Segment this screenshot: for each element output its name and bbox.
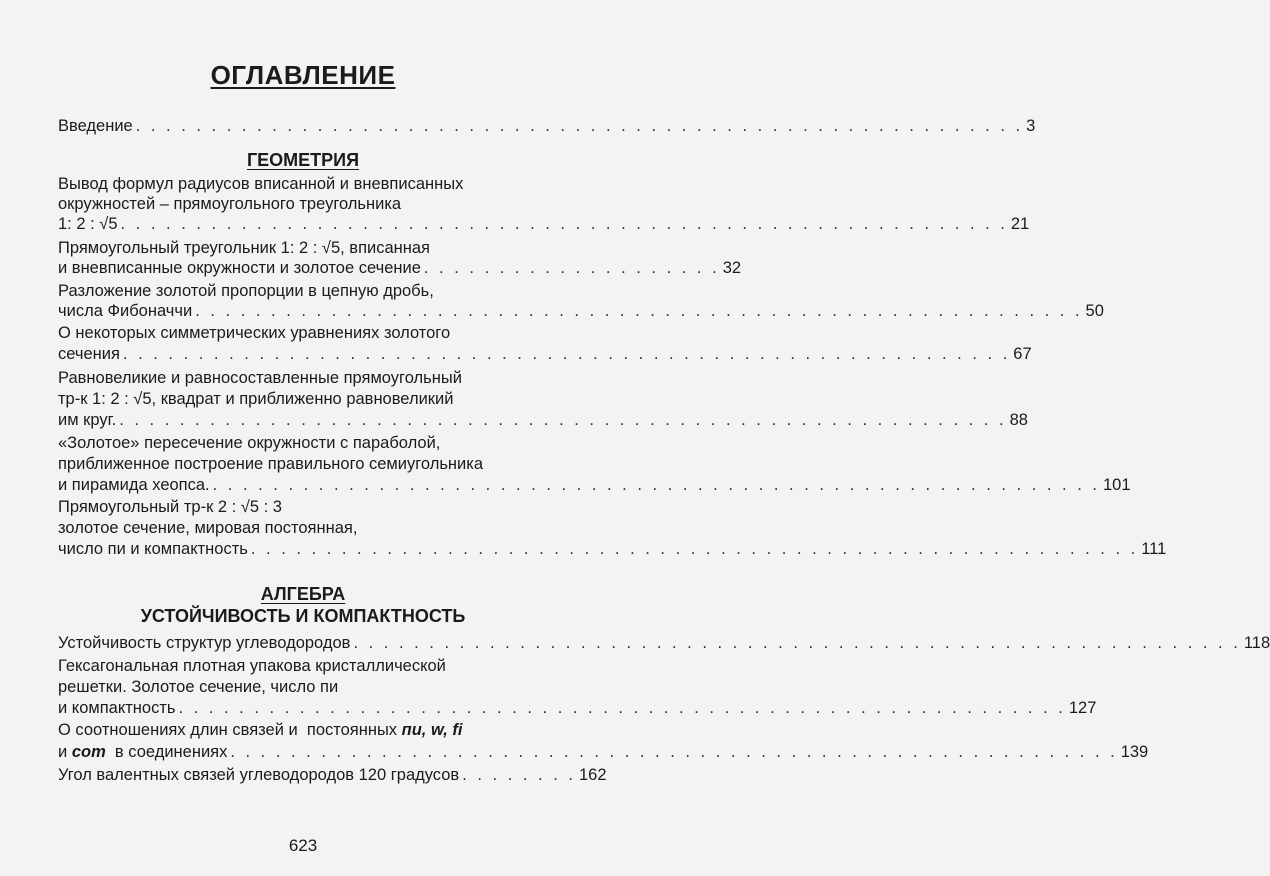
toc-entry-line: О соотношениях длин связей и постоянных пи, w, fi — [58, 721, 463, 739]
toc-page-number: 32 — [722, 259, 742, 277]
toc-page-number: 101 — [1102, 476, 1131, 494]
toc-entry-line: Угол валентных связей углеводородов 120 градусов . . . . . . . . 162 — [58, 766, 607, 784]
toc-page-number: 50 — [1085, 302, 1104, 320]
toc-entry-line: и вневписанные окружности и золотое сечение . . . . . . . . . . . . . . . . . . . . 32 — [58, 259, 742, 277]
toc-page-number: 118 — [1243, 634, 1270, 652]
toc-entry-line: Устойчивость структур углеводородов . . . . . . . . . . . . . . . . . . . . . . . . . . . . . . . . . . . . . . . . . . . . . . . . . . . . . . . . . . . 118 — [58, 634, 1270, 652]
toc-entry-line: и компактность . . . . . . . . . . . . . . . . . . . . . . . . . . . . . . . . . . . . . . . . . . . . . . . . . . . . . . . . . . . 127 — [58, 699, 1097, 717]
toc-entry-intro — [58, 116, 1036, 136]
toc-entry-line: Равновеликие и равносоставленные прямоугольный — [58, 369, 462, 387]
subsection-heading: УСТОЙЧИВОСТЬ И КОМПАКТНОСТЬ — [140, 606, 466, 626]
toc-entry-line: Прямоугольный тр-к 2 : √5 : 3 — [58, 498, 282, 516]
toc-page-number: 139 — [1120, 743, 1149, 761]
page-number: 623 — [288, 836, 318, 855]
leader-dots: . . . . . . . . . . . . . . . . . . . . . . . . . . . . . . . . . . . . . . . . . . . . . . . . . . . . . . . . . . . — [119, 411, 1007, 429]
toc-page-number: 162 — [578, 766, 607, 784]
toc-entry-line: О некоторых симметрических уравнениях золотого — [58, 324, 451, 342]
toc-page-number: 67 — [1013, 345, 1032, 363]
leader-dots: . . . . . . . . . . . . . . . . . . . . . . . . . . . . . . . . . . . . . . . . . . . . . . . . . . . . . . . . . . . — [212, 476, 1100, 494]
toc-entry-line: 1: 2 : √5 . . . . . . . . . . . . . . . . . . . . . . . . . . . . . . . . . . . . . . . . . . . . . . . . . . . . . . . . . . . 21 — [58, 215, 1030, 233]
section-heading-algebra: АЛГЕБРА — [260, 584, 346, 604]
toc-entry-line: Гексагональная плотная упакова кристаллической — [58, 657, 446, 675]
toc-entry-line: «Золотое» пересечение окружности с параболой, — [58, 434, 441, 452]
toc-entry-line: Разложение золотой пропорции в цепную дробь, — [58, 282, 434, 300]
toc-entry-line: числа Фибоначчи . . . . . . . . . . . . . . . . . . . . . . . . . . . . . . . . . . . . . . . . . . . . . . . . . . . . . . . . . . . 50 — [58, 302, 1104, 320]
toc-entry-line: сечения . . . . . . . . . . . . . . . . . . . . . . . . . . . . . . . . . . . . . . . . . . . . . . . . . . . . . . . . . . . 67 — [58, 345, 1032, 363]
toc-page-number: 88 — [1009, 411, 1028, 429]
leader-dots: . . . . . . . . — [462, 766, 576, 784]
leader-dots: . . . . . . . . . . . . . . . . . . . . — [423, 259, 720, 277]
toc-entry-line: решетки. Золотое сечение, число пи — [58, 678, 339, 696]
leader-dots: . . . . . . . . . . . . . . . . . . . . . . . . . . . . . . . . . . . . . . . . . . . . . . . . . . . . . . . . . . . — [122, 345, 1011, 363]
toc-entry-line: золотое сечение, мировая постоянная, — [58, 519, 358, 537]
leader-dots: . . . . . . . . . . . . . . . . . . . . . . . . . . . . . . . . . . . . . . . . . . . . . . . . . . . . . . . . . . . — [230, 743, 1118, 761]
toc-entry-line: им круг. . . . . . . . . . . . . . . . . . . . . . . . . . . . . . . . . . . . . . . . . . . . . . . . . . . . . . . . . . . . 88 — [58, 411, 1028, 429]
leader-dots: . . . . . . . . . . . . . . . . . . . . . . . . . . . . . . . . . . . . . . . . . . . . . . . . . . . . . . . . . . . — [250, 540, 1139, 558]
toc-page-number: 111 — [1141, 540, 1167, 558]
toc-entry-line: окружностей – прямоугольного треугольника — [58, 195, 402, 213]
toc-entry-line: приближенное построение правильного семиугольника — [58, 455, 484, 473]
toc-entry-line: и пирамида хеопса. . . . . . . . . . . . . . . . . . . . . . . . . . . . . . . . . . . . . . . . . . . . . . . . . . . . . . . . . . . . 101 — [58, 476, 1131, 494]
toc-entry-line: тр-к 1: 2 : √5, квадрат и приближенно равновеликий — [58, 390, 454, 408]
toc-entry-text: Введение — [58, 117, 133, 135]
toc-page-number: 127 — [1068, 699, 1097, 717]
toc-page-number: 3 — [1026, 117, 1036, 135]
leader-dots: . . . . . . . . . . . . . . . . . . . . . . . . . . . . . . . . . . . . . . . . . . . . . . . . . . . . . . . . . . . — [135, 117, 1024, 135]
leader-dots: . . . . . . . . . . . . . . . . . . . . . . . . . . . . . . . . . . . . . . . . . . . . . . . . . . . . . . . . . . . — [195, 302, 1083, 320]
page-title: ОГЛАВЛЕНИЕ — [210, 60, 396, 90]
toc-page-number: 21 — [1010, 215, 1030, 233]
leader-dots: . . . . . . . . . . . . . . . . . . . . . . . . . . . . . . . . . . . . . . . . . . . . . . . . . . . . . . . . . . . — [353, 634, 1241, 652]
toc-entry-line: число пи и компактность . . . . . . . . . . . . . . . . . . . . . . . . . . . . . . . . . . . . . . . . . . . . . . . . . . . . . . . . . . . 111 — [58, 540, 1167, 558]
section-heading-geometry: ГЕОМЕТРИЯ — [246, 150, 360, 170]
toc-entry-line: Прямоугольный треугольник 1: 2 : √5, вписанная — [58, 239, 430, 257]
leader-dots: . . . . . . . . . . . . . . . . . . . . . . . . . . . . . . . . . . . . . . . . . . . . . . . . . . . . . . . . . . . — [120, 215, 1008, 233]
toc-entry-line: и com в соединениях . . . . . . . . . . . . . . . . . . . . . . . . . . . . . . . . . . . . . . . . . . . . . . . . . . . . . . . . . . . 139 — [58, 743, 1149, 761]
leader-dots: . . . . . . . . . . . . . . . . . . . . . . . . . . . . . . . . . . . . . . . . . . . . . . . . . . . . . . . . . . . — [178, 699, 1066, 717]
toc-entry-line: Вывод формул радиусов вписанной и вневписанных — [58, 175, 464, 193]
